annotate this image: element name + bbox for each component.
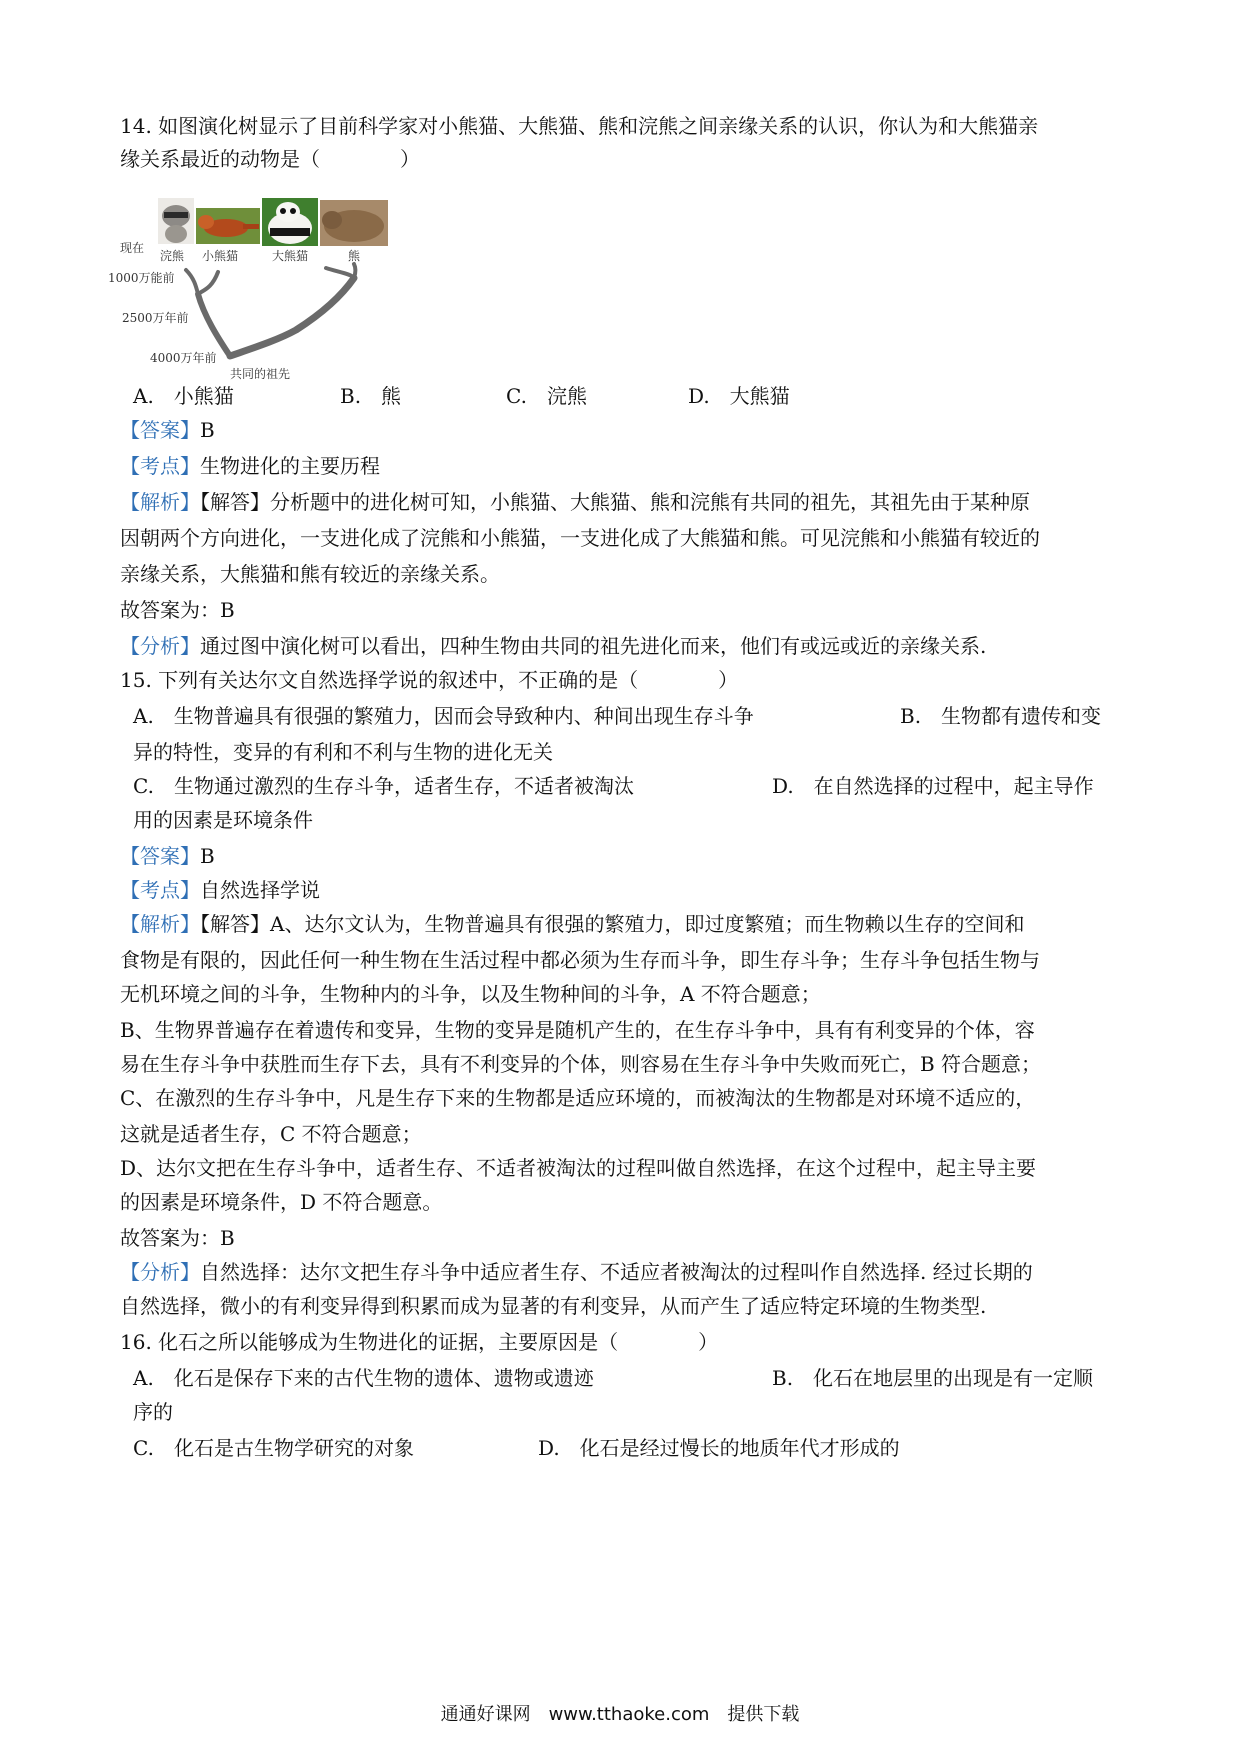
q15-analysis-line1 (120, 910, 1130, 938)
answer-tag: 【答案】 (120, 844, 200, 868)
q15-answer (120, 842, 1130, 870)
giant-panda-image (262, 198, 318, 246)
fenxi-tag: 【分析】 (120, 634, 200, 658)
q14-option-b: B. 熊 (340, 384, 402, 408)
q16-option-b-line1: B. 化石在地层里的出现是有一定顺 (772, 1366, 1094, 1390)
q15-analysis-line2: 食物是有限的，因此任何一种生物在生活过程中都必须为生存而斗争，即生存斗争；生存斗争包括生物与 (120, 948, 1040, 972)
label-giant-panda: 大熊猫 (272, 249, 309, 263)
q15-analysis-line3: 无机环境之间的斗争，生物种内的斗争，以及生物种间的斗争，A 不符合题意； (120, 982, 821, 1006)
q14-analysis-line2: 因朝两个方向进化，一支进化成了浣熊和小熊猫，一支进化成了大熊猫和熊。可见浣熊和小熊猫有较近的 (120, 526, 1040, 550)
analysis-tag: 【解析】 (120, 912, 200, 936)
q15-fenxi-line2: 自然选择，微小的有利变异得到积累而成为显著的有利变异，从而产生了适应特定环境的生物类型. (120, 1294, 987, 1318)
q15-option-c: C. 生物通过激烈的生存斗争，适者生存，不适者被淘汰 (133, 774, 634, 798)
q15-analysis-line9: 的因素是环境条件，D 不符合题意。 (120, 1190, 443, 1214)
q15-option-d-line1: D. 在自然选择的过程中，起主导作 (772, 774, 1094, 798)
q16-option-d: D. 化石是经过慢长的地质年代才形成的 (538, 1436, 900, 1460)
analysis-text: 【解答】A、达尔文认为，生物普遍具有很强的繁殖力，即过度繁殖；而生物赖以生存的空间和 (200, 912, 1025, 936)
q14-point (120, 452, 1130, 480)
q15-option-b-line1: B. 生物都有遗传和变 (900, 704, 1102, 728)
bear-image (320, 200, 388, 246)
q15-option-a: A. 生物普遍具有很强的繁殖力，因而会导致种内、种间出现生存斗争 (133, 704, 754, 728)
analysis-text: 【解答】分析题中的进化树可知，小熊猫、大熊猫、熊和浣熊有共同的祖先，其祖先由于某种原 (200, 490, 1030, 514)
label-25m: 2500万年前 (122, 311, 189, 325)
label-10m: 1000万能前 (108, 271, 175, 285)
q14-analysis-line1 (120, 488, 1130, 516)
q14-option-d: D. 大熊猫 (688, 384, 790, 408)
q15-stem: 15. 下列有关达尔文自然选择学说的叙述中，不正确的是（ ） (120, 668, 739, 692)
point-tag: 【考点】 (120, 878, 200, 902)
q15-analysis-line8: D、达尔文把在生存斗争中，适者生存、不适者被淘汰的过程叫做自然选择，在这个过程中，起主导主要 (120, 1156, 1037, 1180)
q14-option-c: C. 浣熊 (506, 384, 587, 408)
label-now: 现在 (120, 241, 145, 255)
q14-analysis-line3: 亲缘关系，大熊猫和熊有较近的亲缘关系。 (120, 562, 500, 586)
q15-option-b-line2: 异的特性，变异的有利和不利与生物的进化无关 (133, 740, 553, 764)
q16-option-b-line2: 序的 (133, 1400, 173, 1424)
q15-analysis-line7: 这就是适者生存，C 不符合题意； (120, 1122, 422, 1146)
tree-branches (186, 264, 356, 356)
point-value: 自然选择学说 (200, 878, 320, 902)
fenxi-text: 自然选择：达尔文把生存斗争中适应者生存、不适应者被淘汰的过程叫作自然选择. 经过长期的 (200, 1260, 1033, 1284)
q15-analysis-line6: C、在激烈的生存斗争中，凡是生存下来的生物都是适应环境的，而被淘汰的生物都是对环境不适应的， (120, 1086, 1036, 1110)
q16-option-c: C. 化石是古生物学研究的对象 (133, 1436, 414, 1460)
label-common-ancestor: 共同的祖先 (230, 367, 291, 381)
fenxi-tag: 【分析】 (120, 1260, 200, 1284)
q15-point (120, 876, 1130, 904)
raccoon-image (158, 198, 194, 244)
answer-value: B (200, 844, 215, 868)
q15-analysis-line4: B、生物界普遍存在着遗传和变异，生物的变异是随机产生的，在生存斗争中，具有有利变异的个体，容 (120, 1018, 1035, 1042)
q14-answer (120, 416, 1130, 444)
answer-tag: 【答案】 (120, 418, 200, 442)
q14-option-a: A. 小熊猫 (133, 384, 234, 408)
q15-option-d-line2: 用的因素是环境条件 (133, 808, 313, 832)
q15-fenxi-line1 (120, 1258, 1130, 1286)
label-raccoon: 浣熊 (160, 249, 185, 263)
point-value: 生物进化的主要历程 (200, 454, 380, 478)
q14-fenxi (120, 632, 1130, 660)
label-red-panda: 小熊猫 (202, 249, 239, 263)
label-40m: 4000万年前 (150, 351, 217, 365)
page-footer: 通通好课网 www.tthaoke.com 提供下载 (440, 1704, 800, 1725)
point-tag: 【考点】 (120, 454, 200, 478)
answer-value: B (200, 418, 215, 442)
label-bear: 熊 (348, 249, 361, 263)
q14-final-answer: 故答案为：B (120, 598, 235, 622)
q16-option-a: A. 化石是保存下来的古代生物的遗体、遗物或遗迹 (133, 1366, 594, 1390)
q15-final-answer: 故答案为：B (120, 1226, 235, 1250)
analysis-tag: 【解析】 (120, 490, 200, 514)
q14-stem-line1: 14. 如图演化树显示了目前科学家对小熊猫、大熊猫、熊和浣熊之间亲缘关系的认识，你认为和大熊猫亲 (120, 114, 1039, 138)
fenxi-text: 通过图中演化树可以看出，四种生物由共同的祖先进化而来，他们有或远或近的亲缘关系. (200, 634, 987, 658)
q14-stem-line2: 缘关系最近的动物是（ ） (120, 147, 420, 171)
red-panda-image (196, 208, 260, 244)
q16-stem: 16. 化石之所以能够成为生物进化的证据，主要原因是（ ） (120, 1330, 719, 1354)
q15-analysis-line5: 易在生存斗争中获胜而生存下去，具有不利变异的个体，则容易在生存斗争中失败而死亡，B 符合题意； (120, 1052, 1042, 1076)
